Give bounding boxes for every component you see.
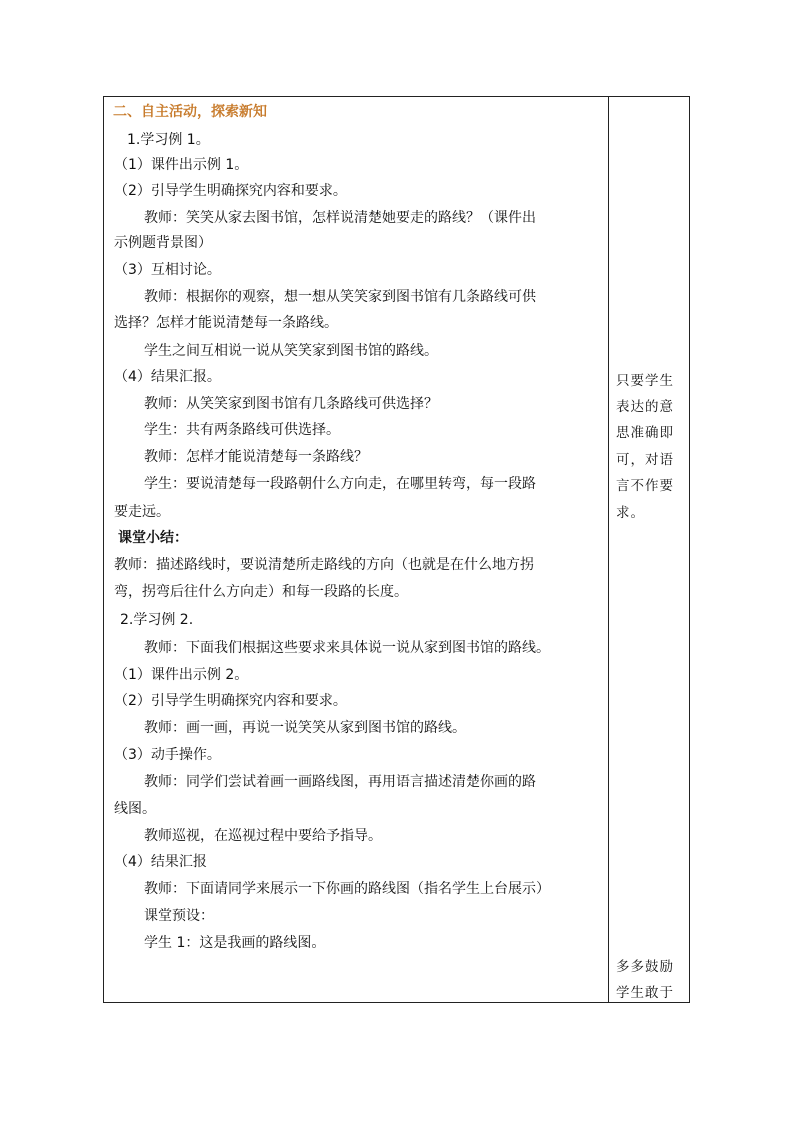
text-line: 教师：画一画，再说一说笑笑从家到图书馆的路线。 — [144, 720, 466, 736]
text-line: 学生：共有两条路线可供选择。 — [144, 422, 340, 438]
column-divider — [608, 97, 609, 1002]
text-line: 要走远。 — [114, 504, 170, 520]
teaching-note: 只要学生 — [616, 373, 674, 389]
teaching-note: 学生敢于 — [616, 985, 674, 1001]
teaching-note: 求。 — [616, 505, 645, 521]
text-line: 教师巡视，在巡视过程中要给予指导。 — [144, 828, 382, 844]
teaching-note: 多多鼓励 — [616, 959, 674, 975]
text-line: 学生：要说清楚每一段路朝什么方向走，在哪里转弯，每一段路 — [144, 476, 536, 492]
text-line: 教师：下面请同学来展示一下你画的路线图（指名学生上台展示） — [144, 881, 550, 897]
text-line: 学生之间互相说一说从笑笑家到图书馆的路线。 — [144, 343, 438, 359]
teaching-note: 表达的意 — [616, 399, 674, 415]
text-line: 教师：根据你的观察，想一想从笑笑家到图书馆有几条路线可供 — [144, 289, 536, 305]
section-heading: 二、自主活动，探索新知 — [113, 104, 267, 120]
text-line: （2）引导学生明确探究内容和要求。 — [114, 183, 347, 199]
text-line: 教师：描述路线时，要说清楚所走路线的方向（也就是在什么地方拐 — [114, 557, 534, 573]
text-line: 1.学习例 1。 — [127, 132, 210, 148]
text-line: （4）结果汇报。 — [114, 369, 221, 385]
text-line: 2.学习例 2. — [120, 612, 194, 628]
text-line: 教师：从笑笑家到图书馆有几条路线可供选择？ — [144, 396, 438, 412]
text-line: （1）课件出示例 2。 — [114, 667, 249, 683]
text-line: （1）课件出示例 1。 — [114, 157, 249, 173]
text-line: 教师：同学们尝试着画一画路线图，再用语言描述清楚你画的路 — [144, 774, 536, 790]
teaching-note: 可，对语 — [616, 452, 674, 468]
text-line: （3）互相讨论。 — [114, 262, 221, 278]
text-line: 教师：笑笑从家去图书馆，怎样说清楚她要走的路线？（课件出 — [144, 210, 536, 226]
text-line: （4）结果汇报 — [114, 854, 207, 870]
text-line: （3）动手操作。 — [114, 747, 221, 763]
teaching-note: 思准确即 — [616, 425, 674, 441]
text-line: 教师：怎样才能说清楚每一条路线？ — [144, 449, 368, 465]
summary-heading: 课堂小结： — [118, 530, 188, 546]
text-line: 选择？怎样才能说清楚每一条路线。 — [114, 315, 338, 331]
teaching-note: 言不作要 — [616, 478, 674, 494]
text-line: 示例题背景图） — [114, 235, 212, 251]
lesson-table — [103, 96, 690, 1003]
text-line: 线图。 — [114, 801, 156, 817]
text-line: （2）引导学生明确探究内容和要求。 — [114, 693, 347, 709]
text-line: 弯，拐弯后往什么方向走）和每一段路的长度。 — [114, 584, 408, 600]
text-line: 教师：下面我们根据这些要求来具体说一说从家到图书馆的路线。 — [144, 640, 550, 656]
text-line: 课堂预设： — [144, 908, 214, 924]
text-line: 学生 1：这是我画的路线图。 — [144, 935, 326, 951]
